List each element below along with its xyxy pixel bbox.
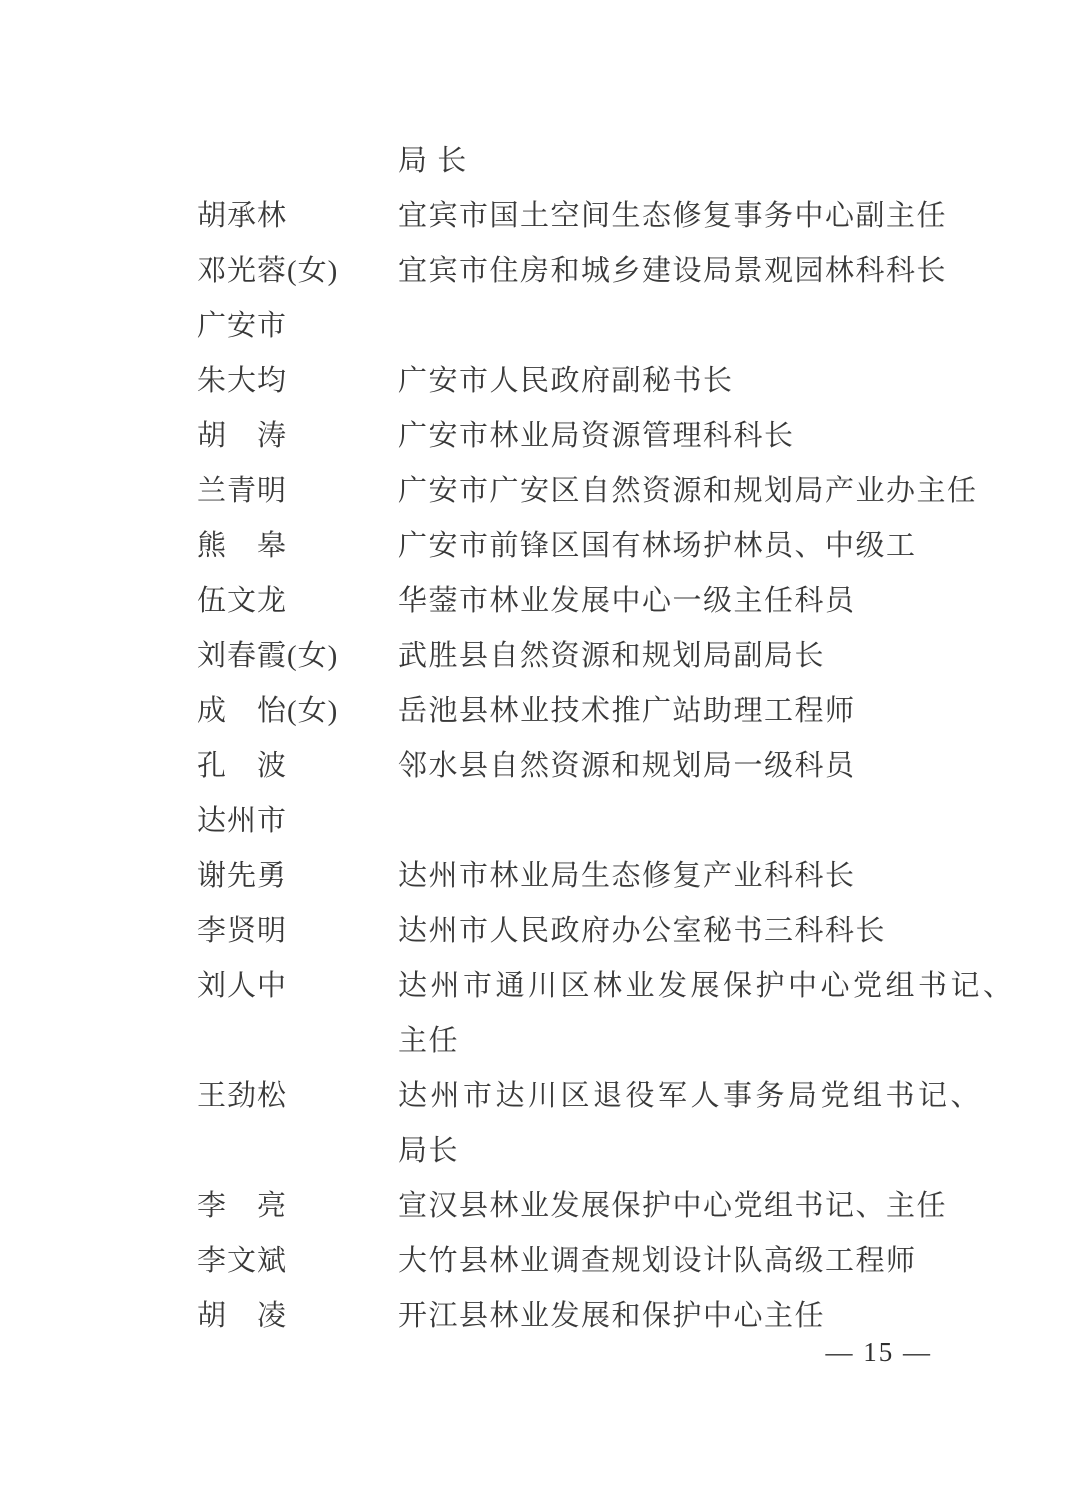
person-name: 李 亮: [197, 1190, 288, 1222]
person-name: 兰青明: [197, 475, 288, 507]
person-position: [398, 1234, 1080, 1289]
position-line: 达州市达川区退役军人事务局党组书记、: [398, 1080, 984, 1112]
position-line: 局长: [398, 1135, 460, 1167]
person-name: 孔 波: [197, 750, 288, 782]
person-position: [398, 519, 1080, 574]
city-section-header: 广安市: [197, 310, 288, 342]
person-name: 李文斌: [197, 1245, 288, 1277]
roster-row: [0, 519, 1080, 574]
person-name: 成 怡(女): [197, 695, 339, 727]
position-line: 广安市前锋区国有林场护林员、中级工: [398, 530, 917, 562]
position-line: 广安市林业局资源管理科科长: [398, 420, 795, 452]
position-line: 达州市林业局生态修复产业科科长: [398, 860, 856, 892]
person-name: 刘春霞(女): [197, 640, 339, 672]
person-position: [398, 684, 1080, 739]
person-name: 李贤明: [197, 915, 288, 947]
person-name: 邓光蓉(女): [197, 255, 339, 287]
position-line: 局 长: [398, 145, 468, 177]
position-line: 武胜县自然资源和规划局副局长: [398, 640, 826, 672]
city-section-row: [0, 794, 1080, 849]
roster-row: [0, 244, 1080, 299]
roster-row: [0, 684, 1080, 739]
city-section-header: 达州市: [197, 805, 288, 837]
position-line: 广安市广安区自然资源和规划局产业办主任: [398, 475, 978, 507]
page-number: — 15 —: [825, 1337, 932, 1367]
position-line: 大竹县林业调查规划设计队高级工程师: [398, 1245, 917, 1277]
roster-row: [0, 574, 1080, 629]
person-position: [398, 244, 1080, 299]
person-name: 刘人中: [197, 970, 288, 1002]
roster-row: [0, 629, 1080, 684]
person-position: [398, 354, 1080, 409]
person-name: 王劲松: [197, 1080, 288, 1112]
position-line: 岳池县林业技术推广站助理工程师: [398, 695, 856, 727]
roster-row: [0, 134, 1080, 189]
position-line: 达州市人民政府办公室秘书三科科长: [398, 915, 887, 947]
person-name: 谢先勇: [197, 860, 288, 892]
position-line: 邻水县自然资源和规划局一级科员: [398, 750, 856, 782]
person-position: [398, 1069, 1080, 1179]
person-position: [398, 904, 1080, 959]
person-position: [398, 1289, 1080, 1344]
roster-row: [0, 739, 1080, 794]
roster-row: [0, 189, 1080, 244]
position-line: 主任: [398, 1025, 460, 1057]
city-section-row: [0, 299, 1080, 354]
position-line: 宣汉县林业发展保护中心党组书记、主任: [398, 1190, 948, 1222]
person-position: [398, 464, 1080, 519]
roster-row: [0, 1069, 1080, 1179]
person-position: [398, 189, 1080, 244]
position-line: 开江县林业发展和保护中心主任: [398, 1300, 826, 1332]
position-line: 华蓥市林业发展中心一级主任科员: [398, 585, 856, 617]
person-position: [398, 574, 1080, 629]
roster-row: [0, 409, 1080, 464]
position-line: 宜宾市国土空间生态修复事务中心副主任: [398, 200, 948, 232]
roster-row: [0, 464, 1080, 519]
person-position: [398, 959, 1080, 1069]
person-position: [398, 1179, 1080, 1234]
roster-row: [0, 849, 1080, 904]
person-name: 朱大均: [197, 365, 288, 397]
roster-row: [0, 354, 1080, 409]
page-footer: [826, 1336, 933, 1368]
roster-row: [0, 959, 1080, 1069]
person-position: [398, 409, 1080, 464]
person-name: 胡承林: [197, 200, 288, 232]
roster-row: [0, 904, 1080, 959]
roster-row: [0, 1179, 1080, 1234]
person-name: 熊 皋: [197, 530, 288, 562]
person-position: [398, 849, 1080, 904]
person-name: 伍文龙: [197, 585, 288, 617]
position-line: 达州市通川区林业发展保护中心党组书记、: [398, 970, 1016, 1002]
person-name: 胡 涛: [197, 420, 288, 452]
position-line: 宜宾市住房和城乡建设局景观园林科科长: [398, 255, 948, 287]
person-position: [398, 629, 1080, 684]
person-position: [398, 134, 1080, 189]
person-name: 胡 凌: [197, 1300, 288, 1332]
roster-row: [0, 1234, 1080, 1289]
roster-list: [0, 134, 1080, 1344]
position-line: 广安市人民政府副秘书长: [398, 365, 734, 397]
person-position: [398, 739, 1080, 794]
